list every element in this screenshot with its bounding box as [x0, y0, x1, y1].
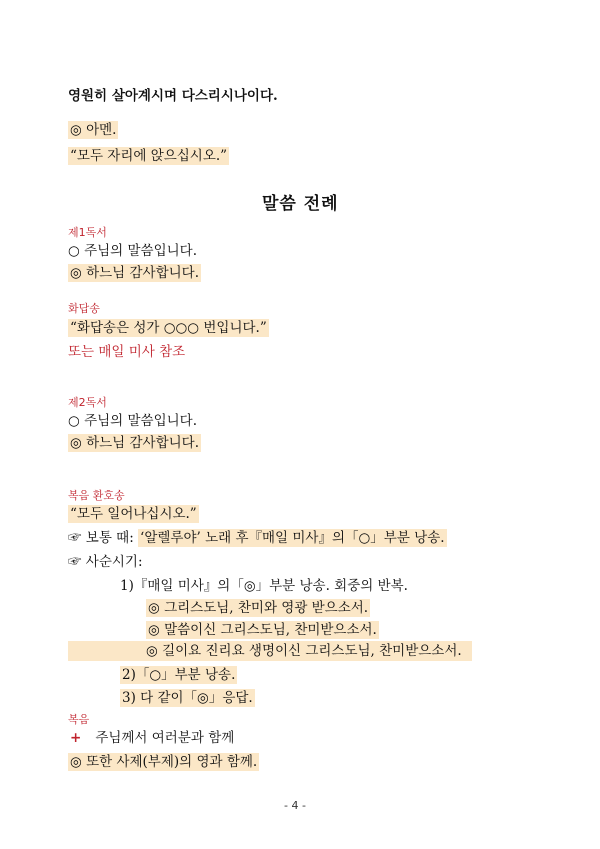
psalm-text: “화답송은 성가 ○○○ 번입니다.” — [70, 320, 267, 336]
stand-instruction — [68, 504, 199, 524]
lent-response-2 — [146, 620, 379, 640]
gospel-label: 복음 — [68, 713, 90, 726]
lent-response-1 — [146, 598, 370, 618]
stand-text: “모두 일어나십시오.” — [70, 506, 197, 522]
gospel-people-text: ◎ 또한 사제(부제)의 영과 함께. — [70, 754, 258, 770]
gospel-priest-text: 주님께서 여러분과 함께 — [95, 730, 235, 746]
sit-text: “모두 자리에 앉으십시오.” — [70, 148, 228, 164]
lent-response-1-text: ◎ 그리스도님, 찬미와 영광 받으소서. — [148, 600, 369, 616]
lent-step-2-text: 2)「○」부분 낭송. — [122, 667, 236, 683]
lent-step-3 — [120, 688, 255, 708]
psalm-label: 화답송 — [68, 302, 100, 315]
lent-step-1: 1)『매일 미사』의「◎」부분 낭송. 회중의 반복. — [120, 578, 408, 594]
normal-time-text: ‘알렐루야’ 노래 후『매일 미사』의「○」부분 낭송. — [140, 530, 445, 546]
lent-step-2 — [120, 665, 237, 685]
amen-text: ◎ 아멘. — [70, 122, 117, 138]
sit-instruction — [68, 146, 229, 166]
lent-step-3-text: 3) 다 같이「◎」응답. — [122, 690, 253, 706]
second-reading-label: 제2독서 — [68, 396, 107, 409]
section-heading: 말씀 전례 — [262, 194, 339, 214]
gospel-people — [68, 752, 259, 772]
lent-response-3: ◎ 길이요 진리요 생명이신 그리스도님, 찬미받으소서. — [146, 643, 462, 659]
cross-icon: + — [70, 730, 82, 746]
closing-prayer-line: 영원히 살아계시며 다스리시나이다. — [68, 88, 278, 104]
lent-response-2-text: ◎ 말씀이신 그리스도님, 찬미받으소서. — [148, 622, 377, 638]
gospel-priest — [70, 728, 234, 748]
first-reading-people — [68, 263, 201, 283]
normal-time-note — [68, 528, 447, 548]
amen-response — [68, 120, 118, 140]
normal-time-prefix: ☞ 보통 때: — [68, 530, 139, 546]
first-reading-priest: ○ 주님의 말씀입니다. — [68, 243, 197, 259]
second-reading-priest: ○ 주님의 말씀입니다. — [68, 413, 197, 429]
second-reading-people — [68, 433, 201, 453]
page-number: - 4 - — [284, 799, 306, 812]
second-reading-people-text: ◎ 하느님 감사합니다. — [70, 435, 199, 451]
psalm-line — [68, 318, 269, 338]
acclamation-label: 복음 환호송 — [68, 489, 125, 502]
first-reading-people-text: ◎ 하느님 감사합니다. — [70, 265, 199, 281]
first-reading-label: 제1독서 — [68, 226, 107, 239]
lent-note: ☞ 사순시기: — [68, 554, 143, 570]
psalm-reference: 또는 매일 미사 참조 — [68, 344, 186, 360]
